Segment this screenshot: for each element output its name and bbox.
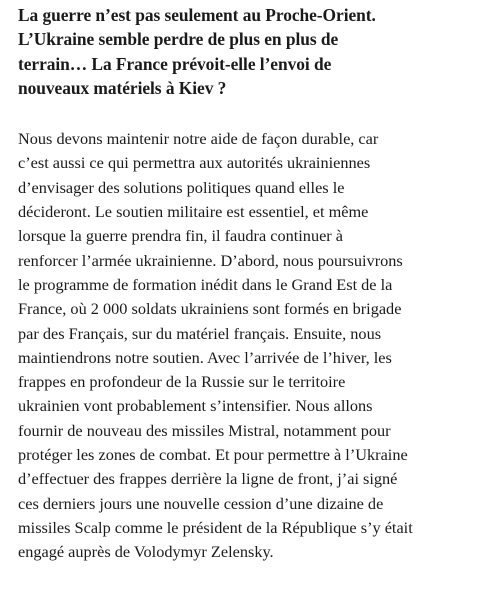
answer-line: par des Français, sur du matériel français. Ensuite, nous — [18, 323, 382, 343]
answer-line: engagé auprès de Volodymyr Zelensky. — [18, 542, 274, 562]
answer-line: frappes en profondeur de la Russie sur le territoire — [18, 372, 346, 392]
answer-line: renforcer l’armée ukrainienne. D’abord, nous poursuivrons — [18, 250, 403, 270]
answer-line: ces derniers jours une nouvelle cession d’une dizaine de — [18, 493, 384, 513]
question-line: nouveaux matériels à Kiev ? — [18, 77, 227, 98]
answer-line: missiles Scalp comme le président de la République s’y était — [18, 517, 413, 537]
answer-line: Nous devons maintenir notre aide de façon durable, car — [18, 129, 379, 149]
question-line: terrain… La France prévoit-elle l’envoi de — [18, 53, 332, 74]
answer-line: le programme de formation inédit dans le Grand Est de la — [18, 274, 393, 294]
answer-line: protéger les zones de combat. Et pour permettre à l’Ukraine — [18, 445, 408, 465]
answer-line: lorsque la guerre prendra fin, il faudra continuer à — [18, 226, 344, 246]
answer-line: d’effectuer des frappes derrière la ligne de front, j’ai signé — [18, 469, 398, 489]
answer-line: maintiendrons notre soutien. Avec l’arrivée de l’hiver, les — [18, 347, 392, 367]
interview-answer — [18, 127, 488, 564]
answer-line: décideront. Le soutien militaire est essentiel, et même — [18, 202, 369, 222]
question-line: L’Ukraine semble perdre de plus en plus de — [18, 29, 339, 50]
answer-line: d’envisager des solutions politiques quand elles le — [18, 177, 345, 197]
answer-line: ukrainien vont probablement s’intensifier. Nous allons — [18, 396, 373, 416]
question-line: La guerre n’est pas seulement au Proche-Orient. — [18, 5, 376, 25]
interview-question — [18, 3, 488, 100]
answer-line: France, où 2 000 soldats ukrainiens sont formés en brigade — [18, 299, 402, 319]
article-body — [18, 0, 488, 565]
answer-line: fournir de nouveau des missiles Mistral, notamment pour — [18, 420, 391, 440]
answer-line: c’est aussi ce qui permettra aux autorités ukrainiennes — [18, 153, 371, 173]
